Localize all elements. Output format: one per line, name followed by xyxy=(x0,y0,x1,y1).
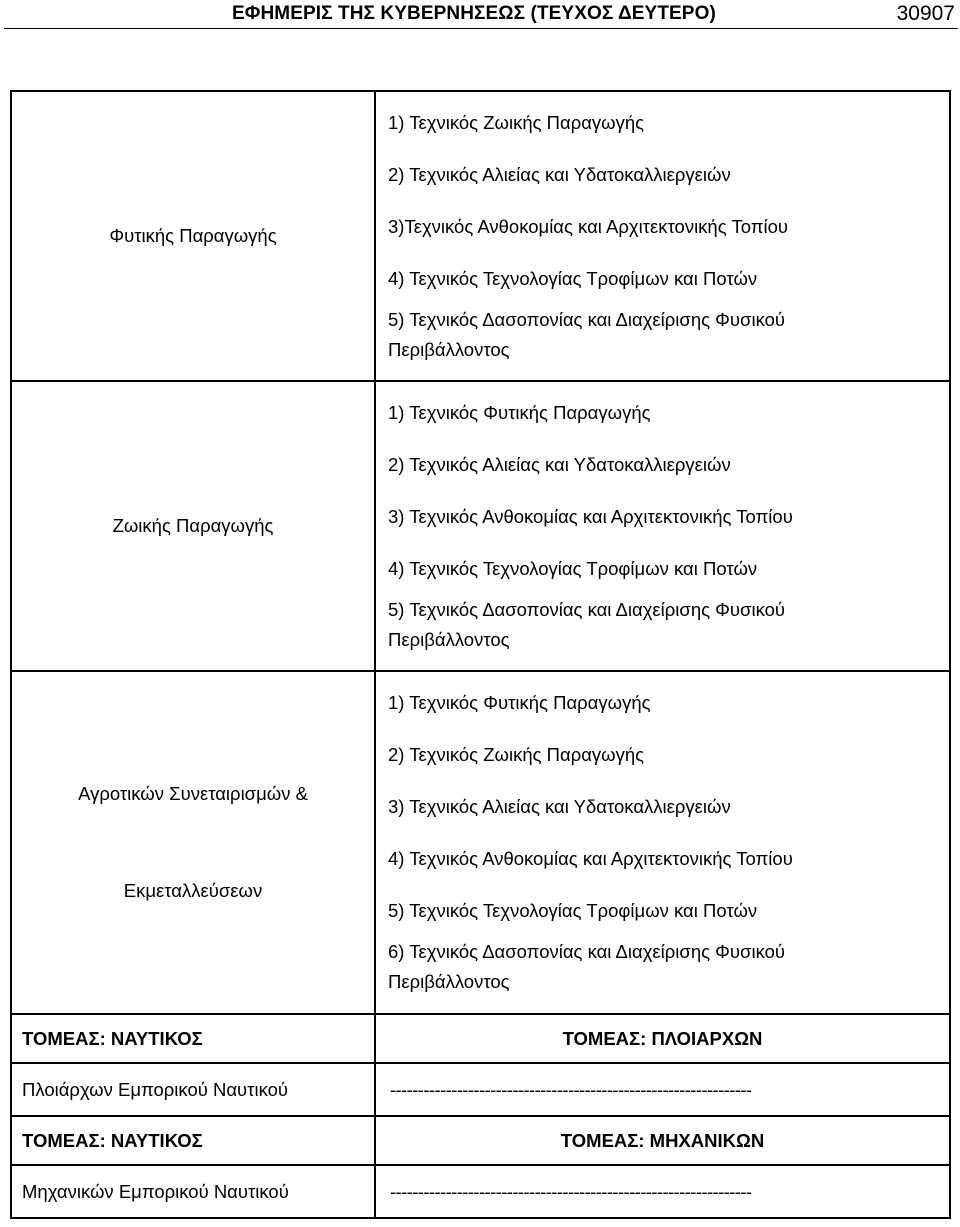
list-item: 4) Τεχνικός Τεχνολογίας Τροφίμων και Ποτών xyxy=(388,557,758,579)
list-item: 6) Τεχνικός Δασοπονίας και Διαχείρισης Φυσικού xyxy=(388,941,786,962)
specialties-table xyxy=(10,90,951,1219)
list-item: 2) Τεχνικός Αλιείας και Υδατοκαλλιεργειών xyxy=(388,163,731,185)
list-item: 2) Τεχνικός Αλιείας και Υδατοκαλλιεργειών xyxy=(388,453,731,475)
page-header xyxy=(0,0,960,30)
sector-cell xyxy=(375,1116,950,1165)
list-item: 1) Τεχνικός Ζωικής Παραγωγής xyxy=(388,111,645,133)
row-label-cell xyxy=(11,381,375,671)
specialty-value-cell xyxy=(375,1165,950,1218)
list-item: 4) Τεχνικός Τεχνολογίας Τροφίμων και Ποτών xyxy=(388,267,758,289)
specialty-row xyxy=(11,1063,950,1116)
list-item: 4) Τεχνικός Ανθοκομίας και Αρχιτεκτονικής Τοπίου xyxy=(388,848,793,869)
specialty-row xyxy=(11,1165,950,1218)
empty-value-dashes: ----------------------------------------------------------------- xyxy=(390,1078,752,1100)
list-item: 5) Τεχνικός Τεχνολογίας Τροφίμων και Ποτών xyxy=(388,900,758,921)
table-row xyxy=(11,91,950,381)
list-item: 2) Τεχνικός Ζωικής Παραγωγής xyxy=(388,744,645,765)
sector-cell xyxy=(11,1014,375,1063)
row-items-cell xyxy=(375,91,950,381)
sector-label: ΤΟΜΕΑΣ: ΝΑΥΤΙΚΟΣ xyxy=(22,1129,203,1151)
list-item: 3) Τεχνικός Αλιείας και Υδατοκαλλιεργειών xyxy=(388,796,731,817)
specialty-name: Μηχανικών Εμπορικού Ναυτικού xyxy=(22,1180,289,1202)
sector-label: ΤΟΜΕΑΣ: ΝΑΥΤΙΚΟΣ xyxy=(22,1027,203,1049)
row-label: Φυτικής Παραγωγής xyxy=(109,225,277,246)
row-label-line-1: Αγροτικών Συνεταιρισμών & xyxy=(78,783,308,804)
specialty-cell xyxy=(11,1063,375,1116)
list-item: 5) Τεχνικός Δασοπονίας και Διαχείρισης Φυσικού xyxy=(388,598,786,620)
list-item: 5) Τεχνικός Δασοπονίας και Διαχείρισης Φυσικού xyxy=(388,308,786,330)
sector-cell xyxy=(375,1014,950,1063)
sector-label: ΤΟΜΕΑΣ: ΜΗΧΑΝΙΚΩΝ xyxy=(560,1129,765,1151)
list-item: Περιβάλλοντος xyxy=(388,628,510,650)
list-item: 1) Τεχνικός Φυτικής Παραγωγής xyxy=(388,401,651,423)
table-row xyxy=(11,671,950,1014)
row-label-cell xyxy=(11,671,375,1014)
list-item: 1) Τεχνικός Φυτικής Παραγωγής xyxy=(388,692,651,713)
list-item: Περιβάλλοντος xyxy=(388,971,510,992)
sector-row xyxy=(11,1014,950,1063)
list-item: 3) Τεχνικός Ανθοκομίας και Αρχιτεκτονικής Τοπίου xyxy=(388,505,793,527)
row-label-line-2: Εκμεταλλεύσεων xyxy=(123,880,263,901)
row-items-cell xyxy=(375,671,950,1014)
sector-label: ΤΟΜΕΑΣ: ΠΛΟΙΑΡΧΩΝ xyxy=(562,1027,763,1049)
row-label-cell xyxy=(11,91,375,381)
sector-row xyxy=(11,1116,950,1165)
list-item: Περιβάλλοντος xyxy=(388,338,510,360)
list-item: 3)Τεχνικός Ανθοκομίας και Αρχιτεκτονικής Τοπίου xyxy=(388,215,789,237)
row-label: Ζωικής Παραγωγής xyxy=(112,515,274,536)
page-title: ΕΦΗΜΕΡΙΣ ΤΗΣ ΚΥΒΕΡΝΗΣΕΩΣ (ΤΕΥΧΟΣ ΔΕΥΤΕΡΟ) xyxy=(232,3,716,24)
specialty-value-cell xyxy=(375,1063,950,1116)
page-number: 30907 xyxy=(896,2,955,25)
row-items-cell xyxy=(375,381,950,671)
header-rule xyxy=(4,28,958,29)
sector-cell xyxy=(11,1116,375,1165)
specialty-cell xyxy=(11,1165,375,1218)
empty-value-dashes: ----------------------------------------------------------------- xyxy=(390,1180,752,1202)
specialty-name: Πλοιάρχων Εμπορικού Ναυτικού xyxy=(22,1078,289,1100)
table-row xyxy=(11,381,950,671)
